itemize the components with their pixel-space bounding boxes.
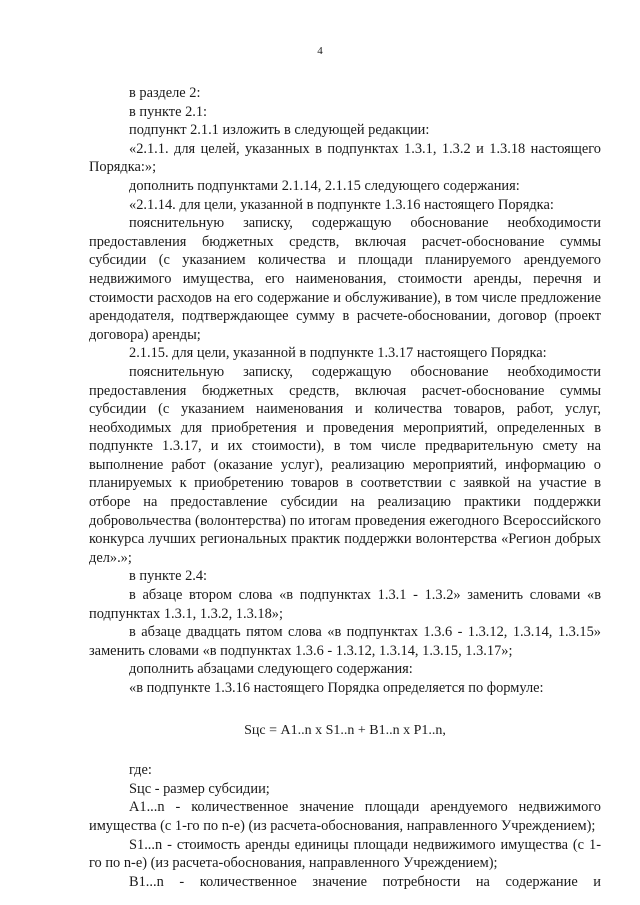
- subsidy-formula: Sцс = A1..n x S1..n + B1..n x P1..n,: [244, 722, 446, 738]
- paragraph-section-2: в разделе 2:: [129, 85, 201, 101]
- paragraph-second-indent: в абзаце втором слова «в подпунктах 1.3.1 - 1.3.2» заменить словами «в подпунктах 1.3.1, 1.3.2, 1.3.18»;: [89, 587, 601, 622]
- paragraph-subpoint-2-1-15: 2.1.15. для цели, указанной в подпункте 1.3.17 настоящего Порядка:: [129, 345, 547, 362]
- paragraph-def-s: Sцс - размер субсидии;: [129, 780, 270, 797]
- paragraph-subpoint-2-1-1-intro: подпункт 2.1.1 изложить в следующей редакции:: [129, 122, 430, 139]
- paragraph-twenty-fifth-indent: в абзаце двадцать пятом слова «в подпунктах 1.3.6 - 1.3.12, 1.3.14, 1.3.15» заменить словами «в подпунктах 1.3.6 - 1.3.12, 1.3.14, 1.3.15, 1.3.17»;: [89, 624, 601, 659]
- paragraph-explanatory-note-2: пояснительную записку, содержащую обоснование необходимости предоставления бюджетных средств, включая расчет-обоснование суммы субсидии (с указанием наименования и количества товаров, работ, услуг, необходимых для приобретения и проведения мероприятий, определенных в подпункте 1.3.17, и их стоимости), в том числе предварительную смету на выполнение работ (оказание услуг), реализацию мероприятий, информацию о планируемых к приобретению товаров в соответствии с заявкой на участие в отборе на предоставление субсидии на реализацию практики поддержки добровольчества (волонтерства) по итогам проведения ежегодного Всероссийского конкурса лучших региональных практик поддержки волонтерства «Регион добрых дел».»;: [89, 363, 601, 566]
- paragraph-add-subpoints: дополнить подпунктами 2.1.14, 2.1.15 следующего содержания:: [129, 177, 520, 194]
- paragraph-point-2-4: в пункте 2.4:: [129, 568, 208, 585]
- paragraph-formula-intro: «в подпункте 1.3.16 настоящего Порядка определяется по формуле:: [129, 680, 544, 696]
- paragraph-where: где:: [129, 762, 152, 779]
- paragraph-point-2-1: в пункте 2.1:: [129, 103, 208, 120]
- paragraph-def-a: A1...n - количественное значение площади арендуемого недвижимого имущества (с 1-го по n-е) (из расчета-обоснования, направленного Учреждением);: [89, 799, 601, 834]
- document-body: [89, 84, 601, 891]
- paragraph-explanatory-note-1: пояснительную записку, содержащую обоснование необходимости предоставления бюджетных средств, включая расчет-обоснование суммы субсидии (с указанием количества и площади планируемого арендуемого недвижимого имущества, его наименования, стоимости аренды, перечня и стоимости расходов на его содержание и обслуживание), в том числе предложение арендодателя, подтверждающее сумму в расчете-обосновании, договор (проект договора) аренды;: [89, 215, 601, 343]
- page-number: 4: [317, 45, 323, 57]
- paragraph-def-s-rent: S1...n - стоимость аренды единицы площади недвижимого имущества (с 1-го по n-е) (из расчета-обоснования, направленного Учреждением);: [89, 836, 601, 872]
- paragraph-subpoint-2-1-14: «2.1.14. для цели, указанной в подпункте 1.3.16 настоящего Порядка:: [129, 196, 554, 213]
- paragraph-subpoint-2-1-1-text: «2.1.1. для целей, указанных в подпунктах 1.3.1, 1.3.2 и 1.3.18 настоящего Порядка:»;: [89, 140, 601, 176]
- paragraph-add-indents: дополнить абзацами следующего содержания:: [129, 661, 413, 678]
- paragraph-def-b: B1...n - количественное значение потребности на содержание и: [129, 873, 601, 890]
